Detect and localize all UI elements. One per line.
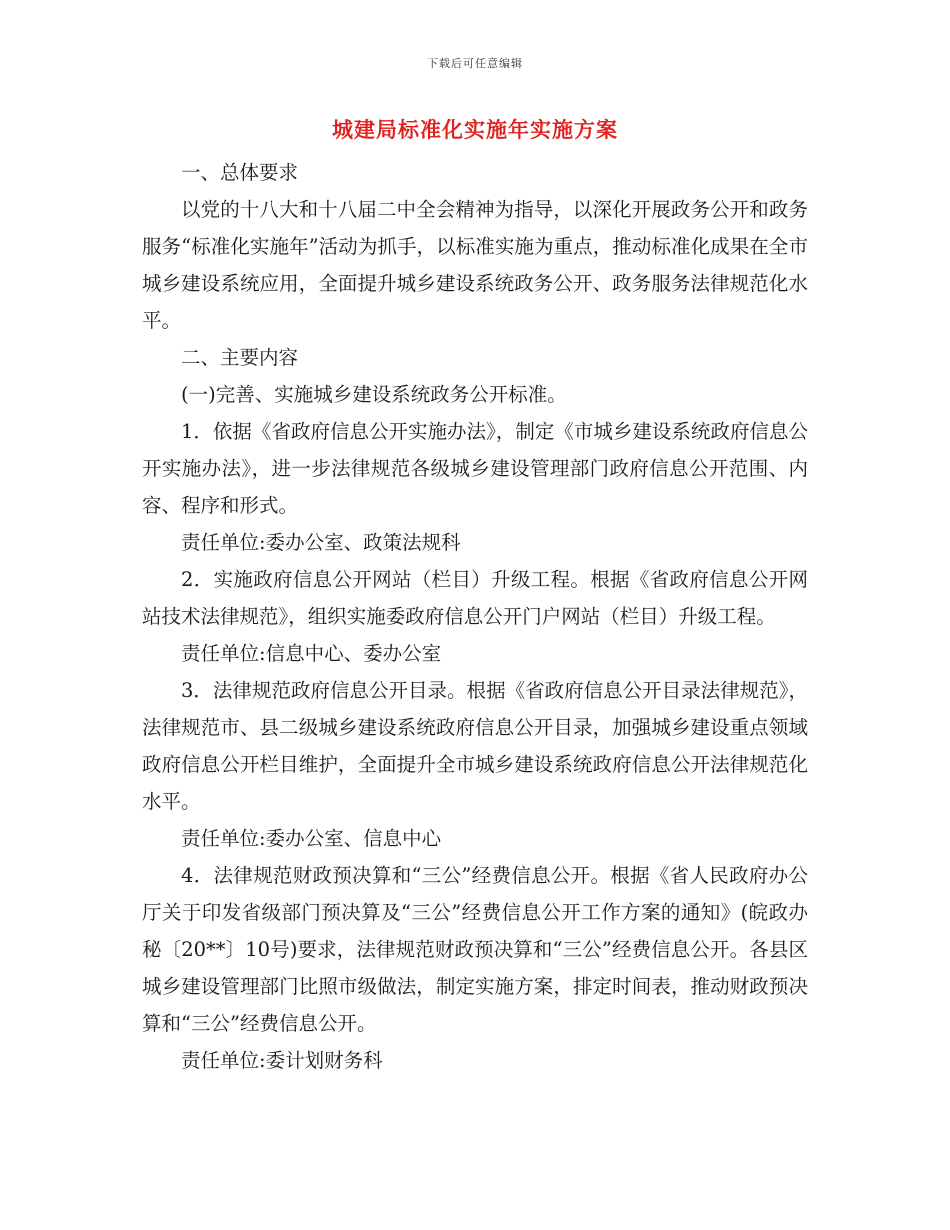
section-heading-content: 二、主要内容 [181, 346, 299, 369]
item-2-text: 2．实施政府信息公开网站（栏目）升级工程。根据《省政府信息公开网站技术法律规范》，组织实施委政府信息公开门户网站（栏目）升级工程。 [142, 568, 808, 628]
paragraph-overall-text: 以党的十八大和十八届二中全会精神为指导，以深化开展政务公开和政务服务“标准化实施年”活动为抓手，以标准实施为重点，推动标准化成果在全市城乡建设系统应用，全面提升城乡建设系统政务公开、政务服务法律规范化水平。 [142, 198, 808, 332]
item-4-responsible: 责任单位:委计划财务科 [181, 1049, 383, 1072]
item-3-responsible: 责任单位:委办公室、信息中心 [181, 827, 442, 850]
document-title: 城建局标准化实施年实施方案 [332, 117, 618, 142]
section-heading-overall: 一、总体要求 [181, 161, 299, 184]
item-3-text: 3．法律规范政府信息公开目录。根据《省政府信息公开目录法律规范》，法律规范市、县二级城乡建设系统政府信息公开目录，加强城乡建设重点领域政府信息公开栏目维护，全面提升全市城乡建设系统政府信息公开法律规范化水平。 [142, 679, 808, 813]
subsection-heading-1: (一)完善、实施城乡建设系统政务公开标准。 [181, 383, 567, 406]
item-2-responsible: 责任单位:信息中心、委办公室 [181, 642, 442, 665]
item-1-text: 1．依据《省政府信息公开实施办法》，制定《市城乡建设系统政府信息公开实施办法》，进一步法律规范各级城乡建设管理部门政府信息公开范围、内容、程序和形式。 [142, 420, 808, 517]
item-4-text: 4．法律规范财政预决算和“三公”经费信息公开。根据《省人民政府办公厅关于印发省级部门预决算及“三公”经费信息公开工作方案的通知》(皖政办秘〔20**〕10号)要求，法律规范财政预决算和“三公”经费信息公开。各县区城乡建设管理部门比照市级做法，制定实施方案，排定时间表，推动财政预决算和“三公”经费信息公开。 [142, 864, 808, 1035]
header-note: 下载后可任意编辑 [427, 57, 523, 70]
document-body [142, 154, 808, 1079]
item-1-responsible: 责任单位:委办公室、政策法规科 [181, 531, 461, 554]
